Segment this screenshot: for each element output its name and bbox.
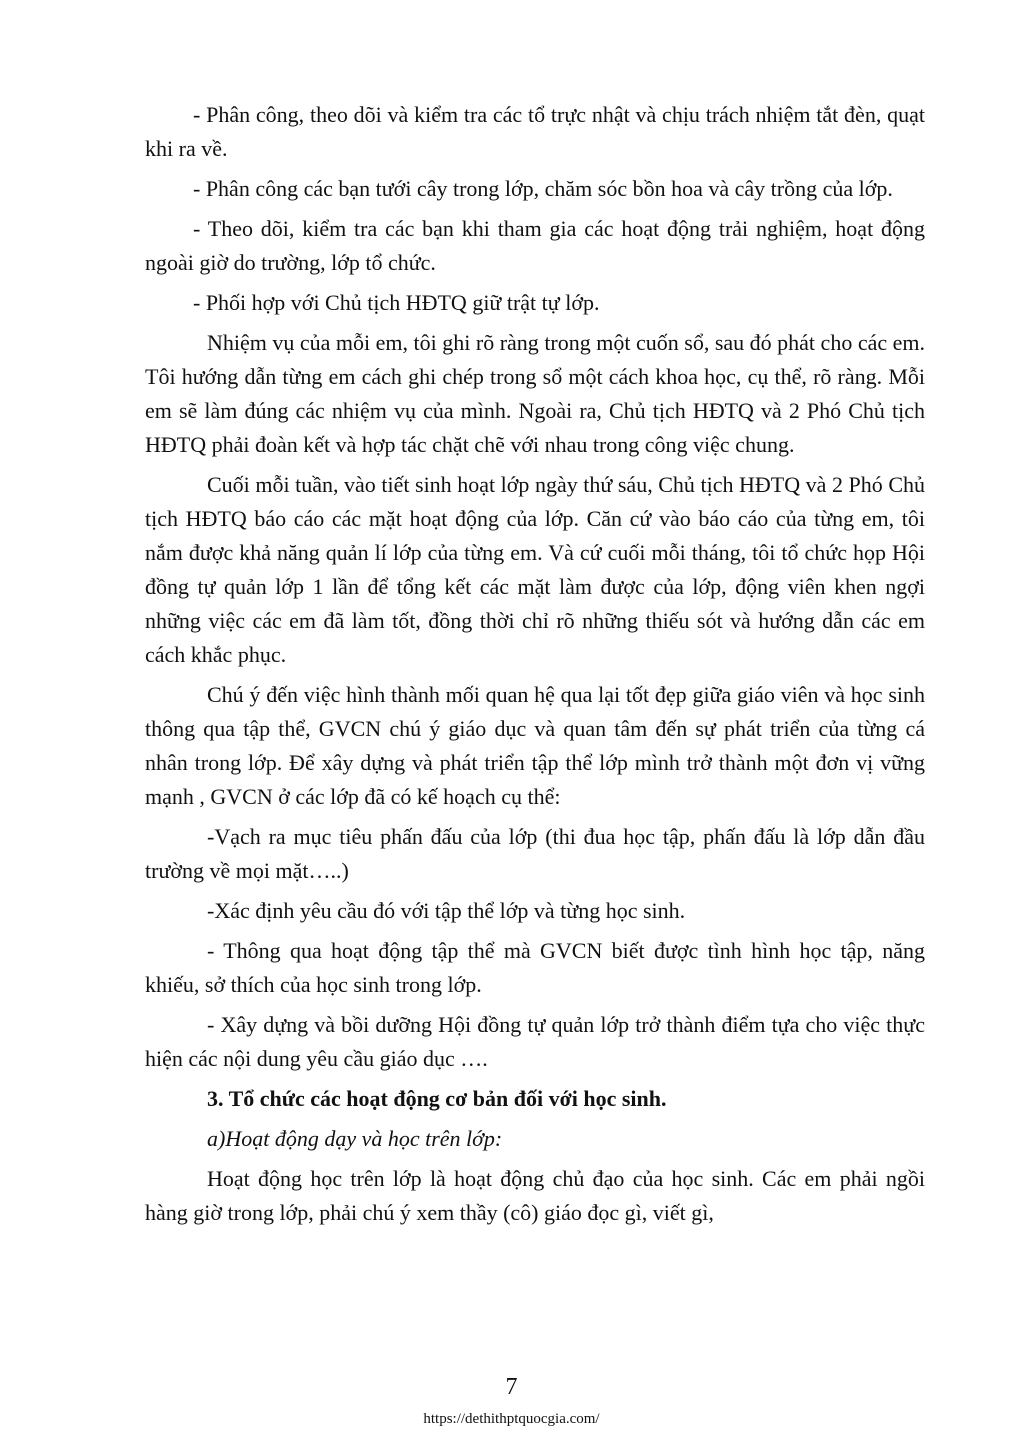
document-body [145,98,925,1236]
paragraph-duty-order: - Phối hợp với Chủ tịch HĐTQ giữ trật tự lớp. [193,290,600,315]
paragraph-plan-activities: - Thông qua hoạt động tập thể mà GVCN biết được tình hình học tập, năng khiếu, sở thích của học sinh trong lớp. [145,938,925,997]
paragraph-tasks-notebook: Nhiệm vụ của mỗi em, tôi ghi rõ ràng trong một cuốn sổ, sau đó phát cho các em. Tôi hướng dẫn từng em cách ghi chép trong sổ một cách khoa học, cụ thể, rõ ràng. Mỗi em sẽ làm đúng các nhiệm vụ của mình. Ngoài ra, Chủ tịch HĐTQ và 2 Phó Chủ tịch HĐTQ phải đoàn kết và hợp tác chặt chẽ với nhau trong công việc chung. [145,330,925,457]
subsection-heading: a)Hoạt động dạy và học trên lớp: [207,1126,503,1151]
section-heading: 3. Tổ chức các hoạt động cơ bản đối với học sinh. [207,1086,667,1111]
paragraph-relationship: Chú ý đến việc hình thành mối quan hệ qua lại tốt đẹp giữa giáo viên và học sinh thông qua tập thể, GVCN chú ý giáo dục và quan tâm đến sự phát triển của từng cá nhân trong lớp. Để xây dựng và phát triển tập thể lớp mình trở thành một đơn vị vững mạnh , GVCN ở các lớp đã có kế hoạch cụ thể: [145,682,925,809]
paragraph-plan-council: - Xây dựng và bồi dưỡng Hội đồng tự quản lớp trở thành điểm tựa cho việc thực hiện các nội dung yêu cầu giáo dục …. [145,1012,925,1071]
paragraph-plan-requirement: -Xác định yêu cầu đó với tập thể lớp và từng học sinh. [207,898,686,923]
paragraph-duty-cleaning: - Phân công, theo dõi và kiểm tra các tổ trực nhật và chịu trách nhiệm tắt đèn, quạt khi ra về. [145,102,925,161]
paragraph-plan-goal: -Vạch ra mục tiêu phấn đấu của lớp (thi đua học tập, phấn đấu là lớp dẫn đầu trường về mọi mặt…..) [145,824,925,883]
paragraph-duty-plants: - Phân công các bạn tưới cây trong lớp, chăm sóc bồn hoa và cây trồng của lớp. [193,176,893,201]
paragraph-classroom-learning: Hoạt động học trên lớp là hoạt động chủ đạo của học sinh. Các em phải ngồi hàng giờ trong lớp, phải chú ý xem thầy (cô) giáo đọc gì, viết gì, [145,1166,925,1225]
paragraph-duty-activities: - Theo dõi, kiểm tra các bạn khi tham gia các hoạt động trải nghiệm, hoạt động ngoài giờ do trường, lớp tổ chức. [145,216,925,275]
page-number: 7 [505,1374,518,1400]
footer-url: https://dethithptquocgia.com/ [423,1411,600,1427]
paragraph-weekly-report: Cuối mỗi tuần, vào tiết sinh hoạt lớp ngày thứ sáu, Chủ tịch HĐTQ và 2 Phó Chủ tịch HĐTQ báo cáo các mặt hoạt động của lớp. Căn cứ vào báo cáo của từng em, tôi nắm được khả năng quản lí lớp của từng em. Và cứ cuối mỗi tháng, tôi tổ chức họp Hội đồng tự quản lớp 1 lần để tổng kết các mặt làm được của lớp, động viên khen ngợi những việc các em đã làm tốt, đồng thời chỉ rõ những thiếu sót và hướng dẫn các em cách khắc phục. [145,472,925,667]
